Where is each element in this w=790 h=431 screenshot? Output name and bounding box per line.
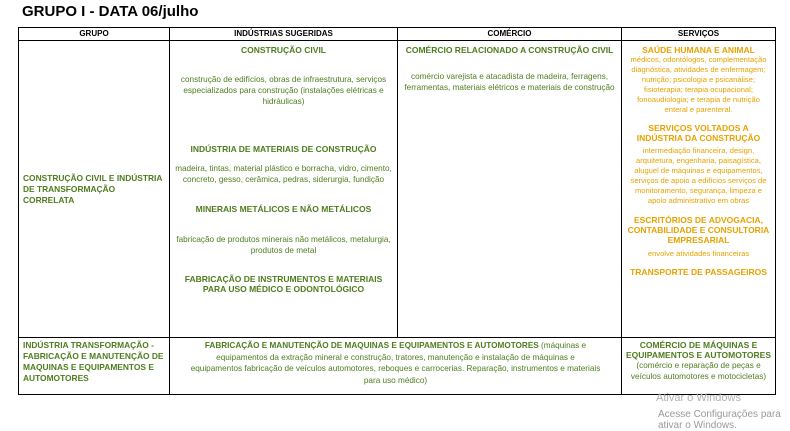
- servico-heading: SERVIÇOS VOLTADOS A INDÚSTRIA DA CONSTRUÇÃO: [636, 123, 761, 143]
- industria-heading: MINERAIS METÁLICOS E NÃO METÁLICOS: [195, 204, 372, 214]
- industria-heading: FABRICAÇÃO E MANUTENÇÃO DE MAQUINAS E EQUIPAMENTOS E AUTOMOTORES: [204, 341, 539, 350]
- table-row: [19, 338, 776, 395]
- watermark-title: Ativar o Windows: [656, 392, 741, 404]
- servico-text: intermediação financeira, design, arquitetura, engenharia, paisagística, aluguel de máquinas e equipamentos, serviços de apoio a edifícios serviços de monitoramento, segurança, limpeza e apoio administrativo em obras: [630, 146, 767, 205]
- industria-heading: FABRICAÇÃO DE INSTRUMENTOS E MATERIAIS PARA USO MÉDICO E ODONTOLÓGICO: [184, 274, 383, 294]
- groups-table: [18, 27, 776, 395]
- servico-heading: ESCRITÓRIOS DE ADVOGACIA, CONTABILIDADE E CONSULTORIA EMPRESARIAL: [627, 215, 770, 245]
- comercio-cell: [398, 41, 622, 338]
- table-row: [19, 41, 776, 338]
- table-header-row: [19, 28, 776, 41]
- industrias-cell: [170, 41, 398, 338]
- watermark-subtitle: Acesse Configurações para ativar o Windows.: [658, 409, 781, 431]
- comercio-heading: COMÉRCIO RELACIONADO A CONSTRUÇÃO CIVIL: [405, 45, 614, 55]
- industria-text: (máquinas e equipamentos da extração mineral e construção, tratores, manutenção e instalação de máquinas e equipamentos fabricação de veículos automotores, reboques e carrocerias. Reparação, instrumentos e materiais para uso médico): [190, 341, 601, 385]
- header-servicos: SERVIÇOS: [622, 28, 776, 41]
- grupo-label: CONSTRUÇÃO CIVIL E INDÚSTRIA DE TRANSFORMAÇÃO CORRELATA: [23, 172, 163, 205]
- servico-heading: COMÉRCIO DE MÁQUINAS E EQUIPAMENTOS E AUTOMOTORES: [626, 340, 771, 360]
- servicos-cell: [622, 338, 776, 395]
- servico-text: médicos, odontólogos, complementação diagnóstica, atividades de enfermagem; nutrição; psicologia e psicanálise; fisioterapia; terapia ocupacional; fonoaudiologia; e terapia de nutrição enteral e parenteral.: [630, 55, 767, 114]
- servico-heading: SAÚDE HUMANA E ANIMAL: [642, 45, 755, 55]
- industria-text: madeira, tintas, material plástico e borracha, vidro, cimento, concreto, gesso, cerâmica, pedras, siderurgia, fundição: [175, 164, 392, 184]
- servico-text: (comércio e reparação de peças e veículos automotores e motocicletas): [630, 361, 767, 381]
- header-industrias: INDÚSTRIAS SUGERIDAS: [170, 28, 398, 41]
- industria-text: fabricação de produtos minerais não metálicos, metalurgia, produtos de metal: [176, 235, 391, 255]
- header-grupo: GRUPO: [19, 28, 170, 41]
- comercio-text: comércio varejista e atacadista de madeira, ferragens, ferramentas, materiais elétricos e materiais de construção: [404, 72, 615, 92]
- header-comercio: COMÉRCIO: [398, 28, 622, 41]
- industria-comercio-cell: [170, 338, 622, 395]
- grupo-cell: [19, 41, 170, 338]
- industria-text: construção de edifícios, obras de infraestrutura, serviços especializados para construção (instalações elétricas e hidráulicas): [180, 75, 387, 106]
- page-title: GRUPO I - DATA 06/julho: [22, 3, 199, 20]
- grupo-label: INDÚSTRIA TRANSFORMAÇÃO - FABRICAÇÃO E MANUTENÇÃO DE MAQUINAS E EQUIPAMENTOS E AUTOMOTORES: [23, 340, 164, 383]
- servico-text: envolve atividades financeiras: [647, 249, 750, 258]
- industria-heading: CONSTRUÇÃO CIVIL: [241, 45, 326, 55]
- servicos-cell: [622, 41, 776, 338]
- grupo-cell: [19, 338, 170, 395]
- industria-heading: INDÚSTRIA DE MATERIAIS DE CONSTRUÇÃO: [190, 144, 377, 154]
- servico-heading: TRANSPORTE DE PASSAGEIROS: [630, 267, 767, 277]
